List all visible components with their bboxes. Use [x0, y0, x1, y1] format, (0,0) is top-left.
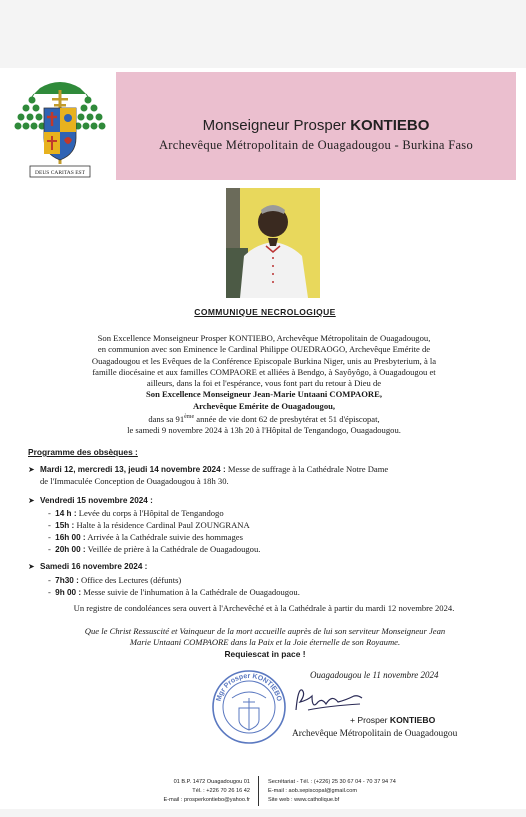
programme-samedi: ➤ Samedi 16 novembre 2024 :: [28, 562, 148, 571]
arrow-bullet-icon: ➤: [28, 496, 35, 505]
archbishop-title: Archevêque Métropolitain de Ouagadougou - Burkina Faso: [158, 138, 474, 152]
arrow-bullet-icon: ➤: [28, 465, 35, 474]
bottom-margin: [0, 809, 526, 817]
announcement-paragraph: Son Excellence Monseigneur Prosper KONTIEBO, Archevêque Métropolitain de Ouagadougou, en communion avec son Eminence le Cardinal Philippe OUEDRAOGO, Archevêque Emérite de Ouagadougou et les Evêques de la Conférence Episcopale Burkina Niger, unis au Presbyterium, à la famille diocésaine et aux familles COMPAORE et alliées à Bendgo, à Sayôyôgo, à Ouagadougou et ailleurs, dans la foi et l'espérance, vous font part du retour à Dieu de Son Excellence Monseigneur Jean-Marie Untaani COMPAORE, Archevêque Emérite de Ouagadougou, dans sa 91ème année de vie dont 62 de presbytérat et 51 d'épiscopat, le samedi 9 novembre 2024 à 13h 20 à l'Hôpital de Tengandogo, Ouagadougou.: [91, 333, 437, 436]
programme-v2: - 15h : Halte à la résidence Cardinal Paul ZOUNGRANA: [48, 520, 250, 530]
document-date: Ouagadougou le 11 novembre 2024: [310, 670, 439, 680]
programme-heading: Programme des obsèques :: [28, 447, 138, 457]
archbishop-name: Monseigneur Prosper KONTIEBO: [202, 117, 430, 134]
programme-v1: - 14 h : Levée du corps à l'Hôpital de Tengandogo: [48, 508, 224, 518]
programme-mardi-cont: de l'Immaculée Conception de Ouagadougou à 18h 30.: [40, 476, 229, 486]
portrait-photo: [226, 188, 320, 298]
footer-divider: [258, 776, 259, 806]
programme-s2: - 9h 00 : Messe suivie de l'inhumation à la Cathédrale de Ouagadougou.: [48, 587, 300, 597]
programme-s1: - 7h30 : Office des Lectures (défunts): [48, 575, 182, 585]
seal-text: Mgr Prosper KONTIEBO: [215, 672, 283, 703]
programme-v3: - 16h 00 : Arrivée à la Cathédrale suivie des hommages: [48, 532, 243, 542]
motto-text: DEUS CARITAS EST: [35, 170, 85, 176]
top-margin: [0, 0, 526, 68]
coat-of-arms-icon: [12, 74, 108, 184]
closing-prayer: Que le Christ Ressuscité et Vainqueur de la mort accueille auprès de lui son serviteur Monseigneur Jean Marie Untaani COMPAORE dans la Paix et la Joie éternelle de son Royaume. Requiescat in pace !: [84, 626, 446, 659]
signatory-name: + Prosper KONTIEBO: [350, 715, 436, 725]
handwritten-signature: [288, 680, 368, 720]
programme-vendredi: ➤ Vendredi 15 novembre 2024 :: [28, 496, 153, 505]
arrow-bullet-icon: ➤: [28, 562, 35, 571]
signatory-title: Archevêque Métropolitain de Ouagadougou: [292, 729, 458, 739]
communique-heading: COMMUNIQUE NECROLOGIQUE: [194, 307, 336, 317]
official-seal-icon: [210, 668, 288, 746]
footer-contact-left: 01 B.P. 1472 Ouagadougou 01 Tél. : +226 70 26 16 42 E-mail : prosperkontiebo@yahoo.fr: [163, 779, 250, 803]
footer-contact-right: Secrétariat - Tél. : (+226) 25 30 67 04 - 70 37 94 74 E-mail : aob.sepiscopal@gmail.com Site web : www.catholique.bf: [268, 779, 396, 803]
registre-text: Un registre de condoléances sera ouvert à l'Archevêché et à la Cathédrale à partir du mardi 12 novembre 2024.: [73, 603, 455, 613]
programme-v4: - 20h 00 : Veillée de prière à la Cathédrale de Ouagadougou.: [48, 544, 261, 554]
programme-mardi: ➤ Mardi 12, mercredi 13, jeudi 14 novembre 2024 : Messe de suffrage à la Cathédrale Notre Dame: [28, 464, 389, 474]
